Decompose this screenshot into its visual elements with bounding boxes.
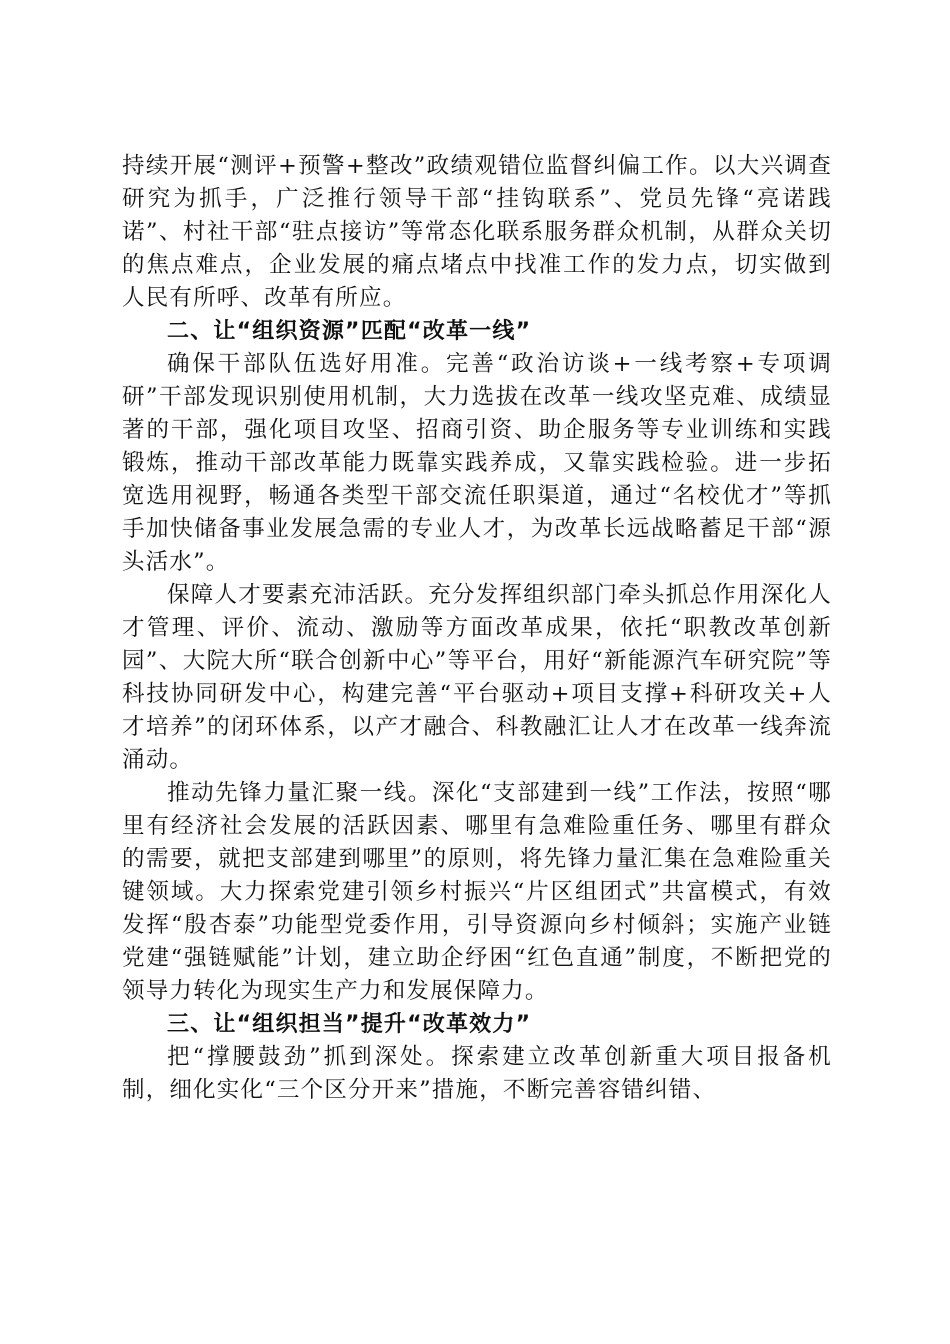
paragraph-talent-elements: 保障人才要素充沛活跃。充分发挥组织部门牵头抓总作用深化人才管理、评价、流动、激励等方面改革成果，依托“职教改革创新园”、大院大所“联合创新中心”等平台，用好“新能源汽车研究院”等科技协同研发中心，构建完善“平台驱动+项目支撑+科研攻关+人才培养”的闭环体系，以产才融合、科教融汇让人才在改革一线奔流涌动。 [122, 582, 832, 773]
paragraph-support-encouragement: 把“撑腰鼓劲”抓到深处。探索建立改革创新重大项目报备机制，细化实化“三个区分开来”措施，不断完善容错纠错、 [122, 1044, 832, 1103]
paragraph-continuation: 持续开展“测评+预警+整改”政绩观错位监督纠偏工作。以大兴调查研究为抓手，广泛推行领导干部“挂钩联系”、党员先锋“亮诺践诺”、村社干部“驻点接访”等常态化联系服务群众机制，从群众关切的焦点难点，企业发展的痛点堵点中找准工作的发力点，切实做到人民有所呼、改革有所应。 [122, 153, 832, 311]
section-heading-3: 三、让“组织担当”提升“改革效力” [167, 1012, 532, 1037]
section-heading-2: 二、让“组织资源”匹配“改革一线” [167, 319, 532, 344]
document-body [122, 150, 832, 1107]
paragraph-cadre-selection: 确保干部队伍选好用准。完善“政治访谈+一线考察+专项调研”干部发现识别使用机制，大力选拔在改革一线攻坚克难、成绩显著的干部，强化项目攻坚、招商引资、助企服务等专业训练和实践锻炼，推动干部改革能力既靠实践养成，又靠实践检验。进一步拓宽选用视野，畅通各类型干部交流任职渠道，通过“名校优才”等抓手加快储备事业发展急需的专业人才，为改革长远战略蓄足干部“源头活水”。 [122, 351, 832, 575]
paragraph-vanguard-forces: 推动先锋力量汇聚一线。深化“支部建到一线”工作法，按照“哪里有经济社会发展的活跃因素、哪里有急难险重任务、哪里有群众的需要，就把支部建到哪里”的原则，将先锋力量汇集在急难险重关键领域。大力探索党建引领乡村振兴“片区组团式”共富模式，有效发挥“殷杏泰”功能型党委作用，引导资源向乡村倾斜；实施产业链党建“强链赋能”计划，建立助企纾困“红色直通”制度，不断把党的领导力转化为现实生产力和发展保障力。 [122, 780, 832, 1004]
